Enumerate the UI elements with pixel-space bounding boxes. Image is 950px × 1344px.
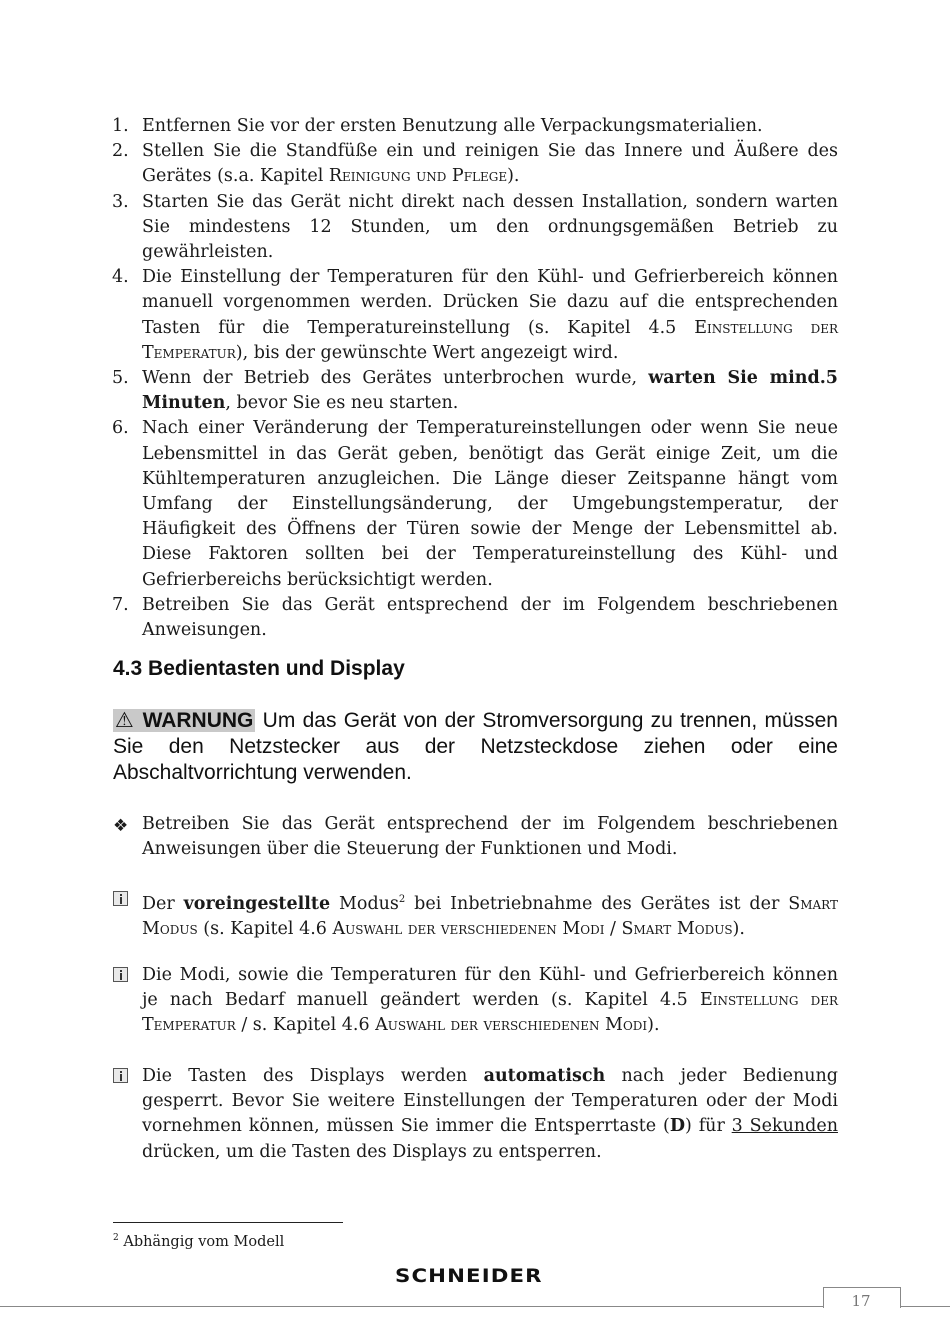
footnote-marker: 2 [398,894,406,905]
instruction-list [110,114,838,643]
list-item: 5. Wenn der Betrieb des Gerätes unterbrochen wurde, warten Sie mind.5 Minuten, bevor Sie es neu starten. [112,368,838,414]
info-icon [113,967,128,982]
brand-logo: SCHNEIDER [395,1265,543,1287]
info-note: Die Modi, sowie die Temperaturen für den Kühl- und Gefrierbereich können je nach Bedarf manuell geändert werden (s. Kapitel 4.5 Einstellung der Temperatur / s. Kapitel 4.6 Auswahl der verschiedenen Modi). [113,963,838,1039]
page-number: 17 [851,1292,871,1310]
diamond-bullet-icon: ❖ [113,816,129,836]
section-heading: 4.3 Bedientasten und Display [113,657,405,680]
chapter-reference: Auswahl der verschiedenen Modi / Smart Modus [332,919,733,940]
bullet-note: ❖ Betreiben Sie das Gerät entsprechend der im Folgendem beschriebenen Anweisungen über die Steuerung der Funktionen und Modi. [113,814,838,860]
list-item: 2. Stellen Sie die Standfüße ein und reinigen Sie das Innere und Äußere des Gerätes (s.a. Kapitel Reinigung und Pflege). [112,141,838,187]
underlined-duration: 3 Sekunden [731,1116,838,1137]
chapter-reference: Reinigung und Pflege [328,166,508,187]
list-item: 6. Nach einer Veränderung der Temperatureinstellungen oder wenn Sie neue Lebensmittel in das Gerät geben, benötigt das Gerät einige Zeit, um die Kühltemperaturen anzugleichen. Die Länge dieser Zeitspanne hängt vom Umfang der Einstellungsänderung, der Umgebungstemperatur, der Häufigkeit des Öffnens der Türen sowie der Menge der Lebensmittel ab. Diese Faktoren sollten bei der Temperatureinstellung des Kühl- und Gefrierbereichs berücksichtigt werden. [112,418,838,590]
warning-text: Um das Gerät von der Stromversorgung zu trennen, müssen Sie den Netzstecker aus der Netzsteckdose ziehen oder eine Abschaltvorrichtung verwenden. [113,709,838,784]
emphasis: warten Sie mind.5 Minuten [142,368,838,414]
chapter-reference: Einstellung der Temperatur [142,990,838,1036]
chapter-reference: Auswahl der verschiedenen Modi [375,1015,648,1036]
info-icon [113,1068,128,1083]
footer-divider [0,1306,950,1307]
warning-icon: ⚠ [115,709,136,732]
footnote-separator [113,1222,343,1223]
warning-label: ⚠ WARNUNG [115,709,254,732]
list-item: 3. Starten Sie das Gerät nicht direkt nach dessen Installation, sondern warten Sie mindestens 12 Stunden, um den ordnungsgemäßen Betrieb zu gewährleisten. [112,191,838,263]
footnote: $^2$ Abhängig vom Modell [113,1233,285,1250]
info-icon [113,891,128,906]
info-note: Der voreingestellte Modus$^2$ bei Inbetriebnahme des Gerätes ist der Smart Modus (s. Kapitel 4.6 Auswahl der verschiedenen Modi / Smart Modus). [113,887,838,942]
info-note: Die Tasten des Displays werden automatisch nach jeder Bedienung gesperrt. Bevor Sie weitere Einstellungen der Temperaturen oder der Modi vornehmen können, müssen Sie immer die Entsperrtaste (D) für 3 Sekunden drücken, um die Tasten des Displays zu entsperren. [113,1064,838,1165]
chapter-reference: Smart Modus [142,893,838,940]
warning-block [113,708,838,786]
list-item: 1. Entfernen Sie vor der ersten Benutzung alle Verpackungsmaterialien. [112,116,763,136]
list-item: 7. Betreiben Sie das Gerät entsprechend der im Folgendem beschriebenen Anweisungen. [112,594,838,641]
list-item: 4. Die Einstellung der Temperaturen für den Kühl- und Gefrierbereich können manuell vorgenommen werden. Drücken Sie dazu auf die entsprechenden Tasten für die Temperatureinstellung (s. Kapitel 4.5 Einstellung der Temperatur), bis der gewünschte Wert angezeigt wird. [112,267,838,363]
chapter-reference: Einstellung der Temperatur [142,317,838,363]
